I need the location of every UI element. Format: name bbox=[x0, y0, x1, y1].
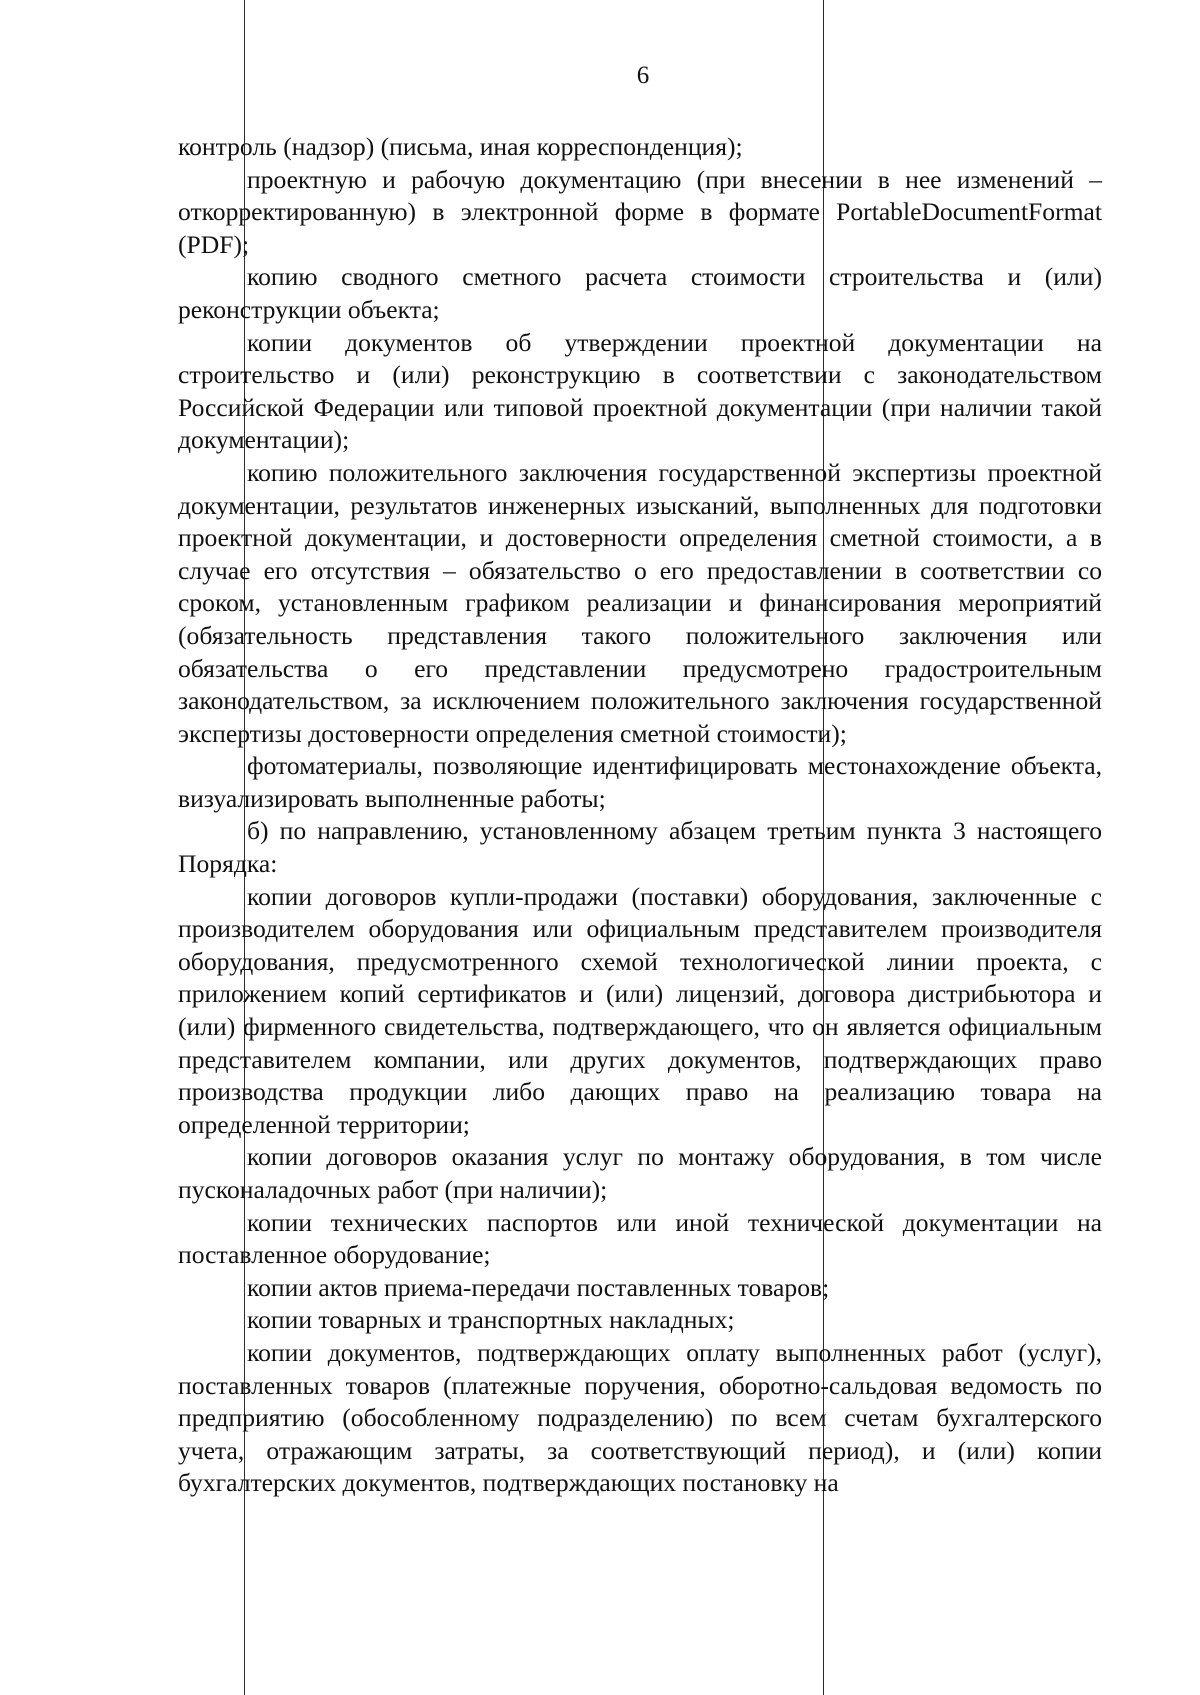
paragraph: копии технических паспортов или иной технической документации на поставленное оборудование; bbox=[178, 1207, 1102, 1270]
paragraph: фотоматериалы, позволяющие идентифицировать местонахождение объекта, визуализировать выполненные работы; bbox=[178, 751, 1102, 813]
paragraph: копию сводного сметного расчета стоимости строительства и (или) реконструкции объекта; bbox=[178, 262, 1102, 324]
paragraph: контроль (надзор) (письма, иная корреспонденция); bbox=[178, 132, 743, 161]
paragraph: копии договоров оказания услуг по монтажу оборудования, в том числе пусконаладочных работ (при наличии); bbox=[178, 1142, 1102, 1204]
paragraph: копии товарных и транспортных накладных; bbox=[247, 1305, 735, 1335]
paragraph: проектную и рабочую документацию (при внесении в нее изменений – откорректированную) в электронной форме в формате PortableDocumentFormat (PDF); bbox=[178, 164, 1102, 259]
document-body bbox=[178, 131, 1102, 1500]
page-number: 6 bbox=[636, 62, 650, 89]
paragraph: копии документов, подтверждающих оплату выполненных работ (услуг), поставленных товаров (платежные поручения, оборотно-сальдовая ведомость по предприятию (обособленному подразделению) по всем счетам бухгалтерского учета, отражающим затраты, за соответствующий период), и (или) копии бухгалтерских документов, подтверждающих постановку на bbox=[178, 1337, 1102, 1498]
paragraph: копии актов приема-передачи поставленных товаров; bbox=[247, 1272, 830, 1302]
paragraph: копии договоров купли-продажи (поставки) оборудования, заключенные с производителем оборудования или официальным представителем производителя оборудования, предусмотренного схемой технологической линии проекта, с приложением копий сертификатов и (или) лицензий, договора дистрибьютора и (или) фирменного свидетельства, подтверждающего, что он является официальным представителем компании, или других документов, подтверждающих право производства продукции либо дающих право на реализацию товара на определенной территории; bbox=[178, 881, 1102, 1139]
paragraph: копию положительного заключения государственной экспертизы проектной документации, результатов инженерных изысканий, выполненных для подготовки проектной документации, и достоверности определения сметной стоимости, а в случае его отсутствия – обязательство о его предоставлении в соответствии со сроком, установленным графиком реализации и финансирования мероприятий (обязательность представления такого положительного заключения или обязательства о его представлении предусмотрено градостроительным законодательством, за исключением положительного заключения государственной экспертизы достоверности определения сметной стоимости); bbox=[178, 457, 1102, 748]
paragraph: копии документов об утверждении проектной документации на строительство и (или) реконструкцию в соответствии с законодательством Российской Федерации или типовой проектной документации (при наличии такой документации); bbox=[178, 327, 1102, 455]
paragraph: б) по направлению, установленному абзацем третьим пункта 3 настоящего Порядка: bbox=[178, 816, 1102, 879]
